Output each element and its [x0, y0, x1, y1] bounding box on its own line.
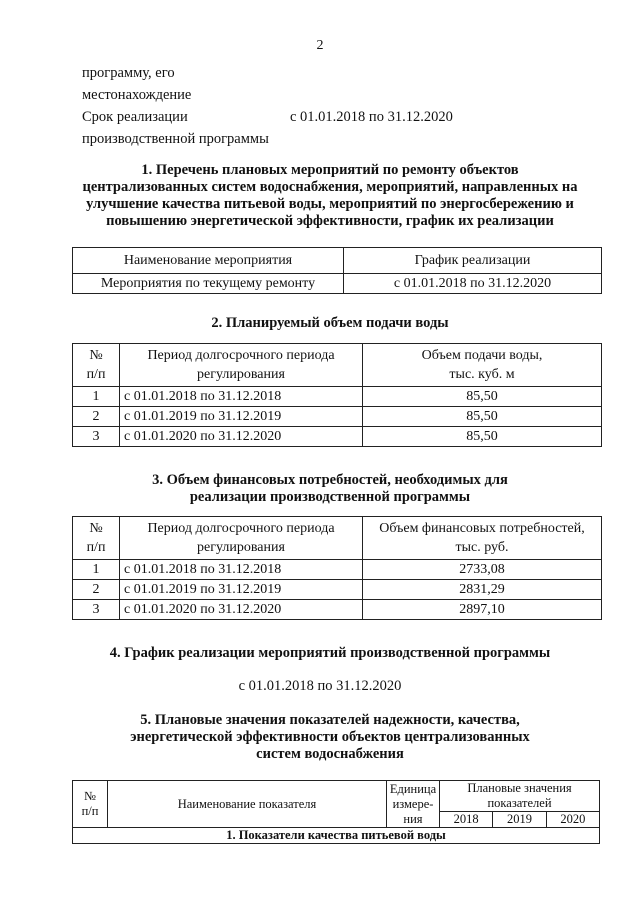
table-header-row [73, 517, 602, 560]
section4-period: с 01.01.2018 по 31.12.2020 [238, 678, 402, 694]
cell-num: 2 [73, 407, 120, 427]
cell-period: с 01.01.2020 по 31.12.2020 [120, 600, 363, 620]
cell-value: 85,50 [363, 387, 602, 407]
cell-period: с 01.01.2019 по 31.12.2019 [120, 407, 363, 427]
intro-label-3: Срок реализации [82, 109, 188, 125]
header-cell: График реализации [344, 248, 602, 274]
header-year: 2019 [493, 812, 546, 828]
table-row [73, 427, 602, 447]
table-header-row [73, 781, 600, 812]
header-period: Период долгосрочного периода регулирования [120, 344, 363, 387]
header-num: № п/п [73, 517, 120, 560]
section2-table [72, 343, 602, 447]
header-value: Объем подачи воды, тыс. куб. м [363, 344, 602, 387]
section5-table [72, 780, 600, 844]
intro-value-3: с 01.01.2018 по 31.12.2020 [290, 109, 453, 125]
cell-value: 85,50 [363, 427, 602, 447]
intro-line-4: производственной программы [82, 131, 269, 147]
header-plan: Плановые значения показателей [440, 781, 600, 812]
section1-title: 1. Перечень плановых мероприятий по ремонту объектов централизованных систем водоснабжения, мероприятий, направленных на улучшение качества питьевой воды, мероприятий по энергосбережению и повышению энергетической эффективности, график их реализации [82, 162, 578, 229]
intro-line-2: местонахождение [82, 87, 192, 103]
table-header-row [73, 344, 602, 387]
header-year: 2018 [440, 812, 493, 828]
cell-period: с 01.01.2019 по 31.12.2019 [120, 580, 363, 600]
header-value: Объем финансовых потребностей, тыс. руб. [363, 517, 602, 560]
header-name: Наименование показателя [108, 781, 387, 828]
subheader-cell: 1. Показатели качества питьевой воды [73, 828, 600, 844]
table-row [73, 407, 602, 427]
cell-value: 2733,08 [363, 560, 602, 580]
cell-num: 2 [73, 580, 120, 600]
cell-period: с 01.01.2018 по 31.12.2018 [120, 560, 363, 580]
cell-period: с 01.01.2020 по 31.12.2020 [120, 427, 363, 447]
section3-table [72, 516, 602, 620]
header-year: 2020 [546, 812, 599, 828]
cell-value: 2831,29 [363, 580, 602, 600]
table-row [73, 600, 602, 620]
section2-title: 2. Планируемый объем подачи воды [211, 315, 449, 331]
table-row [73, 580, 602, 600]
table-row [73, 274, 602, 294]
cell-value: 2897,10 [363, 600, 602, 620]
table-row [73, 828, 600, 844]
header-num: № п/п [73, 344, 120, 387]
table-cell: с 01.01.2018 по 31.12.2020 [344, 274, 602, 294]
section5-title: 5. Плановые значения показателей надежности, качества, энергетической эффективности объектов централизованных систем водоснабжения [130, 712, 530, 762]
section3-title: 3. Объем финансовых потребностей, необходимых для реализации производственной программы [152, 472, 508, 505]
header-cell: Наименование мероприятия [73, 248, 344, 274]
page-number: 2 [316, 38, 324, 53]
header-period: Период долгосрочного периода регулирования [120, 517, 363, 560]
cell-value: 85,50 [363, 407, 602, 427]
cell-num: 3 [73, 427, 120, 447]
header-num: № п/п [73, 781, 108, 828]
intro-line-1: программу, его [82, 65, 175, 81]
table-cell: Мероприятия по текущему ремонту [73, 274, 344, 294]
cell-num: 3 [73, 600, 120, 620]
cell-period: с 01.01.2018 по 31.12.2018 [120, 387, 363, 407]
cell-num: 1 [73, 560, 120, 580]
table-header-row [73, 248, 602, 274]
table-row [73, 560, 602, 580]
table-row [73, 387, 602, 407]
section4-title: 4. График реализации мероприятий производственной программы [109, 645, 551, 661]
section1-table [72, 247, 602, 294]
cell-num: 1 [73, 387, 120, 407]
header-unit: Единица измере- ния [387, 781, 440, 828]
